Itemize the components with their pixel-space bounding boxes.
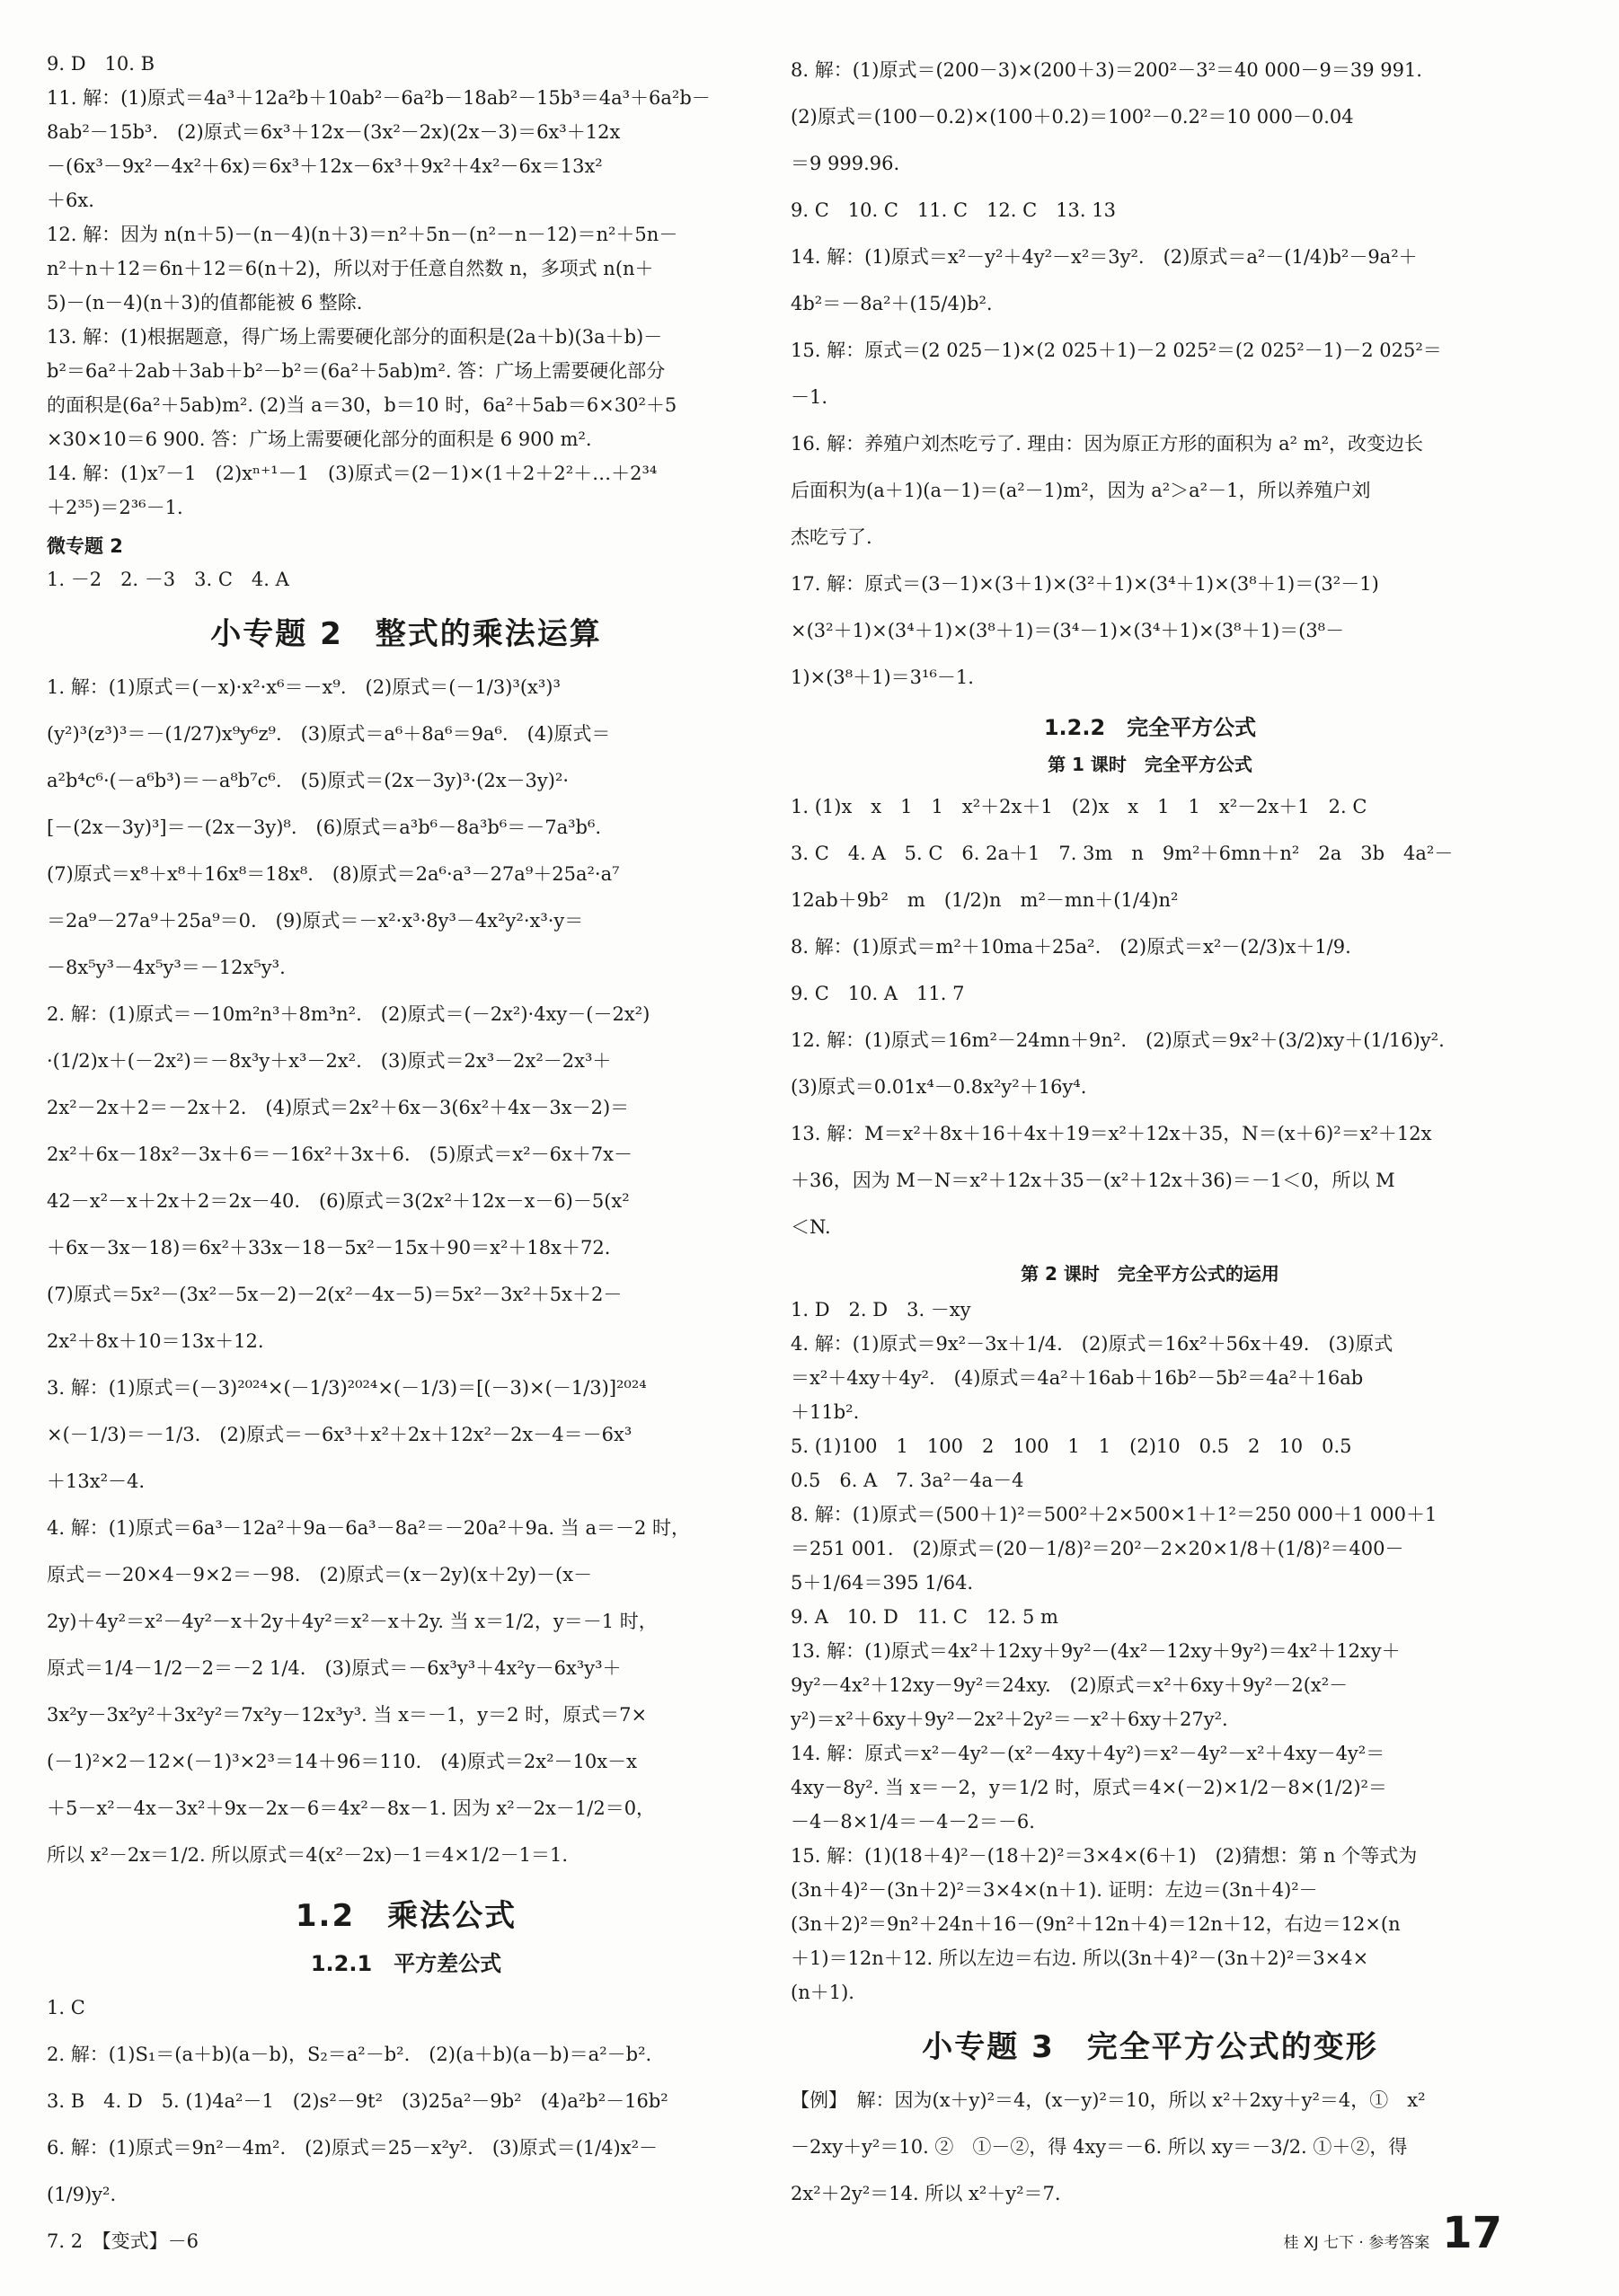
- answer-line: (3n＋2)²＝9n²＋24n＋16－(9n²＋12n＋4)＝12n＋12，右边＝12×(n: [791, 1913, 1401, 1935]
- answer-line: 2x²＋8x＋10＝13x＋12.: [47, 1330, 264, 1352]
- answer-line: 的面积是(6a²＋5ab)m². (2)当 a＝30，b＝10 时，6a²＋5ab＝6×30²＋5: [47, 394, 677, 416]
- answer-line: 11. 解：(1)原式＝4a³＋12a²b＋10ab²－6a²b－18ab²－15b³＝4a³＋6a²b－: [47, 87, 711, 109]
- answer-line: 后面积为(a＋1)(a－1)＝(a²－1)m²，因为 a²＞a²－1，所以养殖户刘: [791, 480, 1371, 501]
- answer-line: 5. (1)100 1 100 2 100 1 1 (2)10 0.5 2 10 0.5: [791, 1435, 1352, 1457]
- answer-line: 8. 解：(1)原式＝(500＋1)²＝500²＋2×500×1＋1²＝250 000＋1 000＋1: [791, 1504, 1438, 1525]
- answer-line: (7)原式＝5x²－(3x²－5x－2)－2(x²－4x－5)＝5x²－3x²＋5x＋2－: [47, 1284, 623, 1305]
- answer-line: (n＋1).: [791, 1982, 854, 2003]
- answer-line: (y²)³(z³)³＝－(1/27)x⁹y⁶z⁹. (3)原式＝a⁶＋8a⁶＝9a⁶. (4)原式＝: [47, 723, 611, 745]
- lesson-2-answers: [791, 1293, 1509, 2009]
- answer-line: 14. 解：(1)原式＝x²－y²＋4y²－x²＝3y². (2)原式＝a²－(1/4)b²－9a²＋: [791, 246, 1418, 268]
- answer-line: [－(2x－3y)³]＝－(2x－3y)⁸. (6)原式＝a³b⁶－8a³b⁶＝－7a³b⁶.: [47, 817, 602, 838]
- left-column: [47, 47, 765, 2265]
- answer-line: 2x²＋6x－18x²－3x＋6＝－16x²＋3x＋6. (5)原式＝x²－6x＋7x－: [47, 1144, 633, 1165]
- answer-line: －(6x³－9x²－4x²＋6x)＝6x³＋12x－6x³＋9x²＋4x²－6x＝13x²: [47, 155, 603, 177]
- answer-line: (－1)²×2－12×(－1)³×2³＝14＋96＝110. (4)原式＝2x²－10x－x: [47, 1751, 637, 1772]
- answer-line: 1. C: [47, 1997, 85, 2018]
- section-1-2-1-answers: [47, 1984, 765, 2265]
- answer-line: －8x⁵y³－4x⁵y³＝－12x⁵y³.: [47, 957, 286, 978]
- answer-line: 12. 解：(1)原式＝16m²－24mn＋9n². (2)原式＝9x²＋(3/2)xy＋(1/16)y².: [791, 1029, 1445, 1051]
- topic-2-title: 小专题 2 整式的乘法运算: [210, 616, 602, 652]
- answer-line: 42－x²－x＋2x＋2＝2x－40. (6)原式＝3(2x²＋12x－x－6)－5(x²: [47, 1190, 630, 1212]
- answer-line: 8. 解：(1)原式＝(200－3)×(200＋3)＝200²－3²＝40 000－9＝39 991.: [791, 59, 1422, 81]
- answer-line: 8. 解：(1)原式＝m²＋10ma＋25a². (2)原式＝x²－(2/3)x＋1/9.: [791, 936, 1351, 958]
- answer-line: ＋1)＝12n＋12. 所以左边＝右边. 所以(3n＋4)²－(3n＋2)²＝3×4×: [791, 1947, 1369, 1969]
- answer-line: 2. 解：(1)原式＝－10m²n³＋8m³n². (2)原式＝(－2x²)·4xy－(－2x²): [47, 1003, 650, 1025]
- answer-line: (2)原式＝(100－0.2)×(100＋0.2)＝100²－0.2²＝10 000－0.04: [791, 106, 1354, 128]
- answer-line: 1)×(3⁸＋1)＝3¹⁶－1.: [791, 667, 974, 688]
- lesson-2-title: 第 2 课时 完全平方公式的运用: [1021, 1263, 1279, 1285]
- answer-line: 9y²－4x²＋12xy－9y²＝24xy. (2)原式＝x²＋6xy＋9y²－2(x²－: [791, 1674, 1349, 1696]
- section-1-2-1-title: 1.2.1 平方差公式: [310, 1951, 502, 1976]
- topic-3-answers: [791, 2077, 1509, 2217]
- answer-line: 9. C 10. A 11. 7: [791, 983, 965, 1004]
- answer-line: 13. 解：(1)原式＝4x²＋12xy＋9y²－(4x²－12xy＋9y²)＝4x²＋12xy＋: [791, 1640, 1401, 1662]
- answer-line: 9. A 10. D 11. C 12. 5 m: [791, 1606, 1058, 1628]
- topic-2-answers: [47, 664, 765, 1878]
- answer-line: －4－8×1/4＝－4－2＝－6.: [791, 1811, 1035, 1832]
- answer-line: b²＝6a²＋2ab＋3ab＋b²－b²＝(6a²＋5ab)m². 答：广场上需要硬化部分: [47, 360, 666, 382]
- answer-line: 所以 x²－2x＝1/2. 所以原式＝4(x²－2x)－1＝4×1/2－1＝1.: [47, 1844, 569, 1866]
- answer-line: 9. C 10. C 11. C 12. C 13. 13: [791, 199, 1116, 221]
- answer-line: 7. 2 【变式】－6: [47, 2230, 199, 2252]
- answer-line: ＋2³⁵)＝2³⁶－1.: [47, 497, 183, 518]
- answer-line: 5＋1/64＝395 1/64.: [791, 1572, 974, 1594]
- footer-label: 桂 XJ 七下 · 参考答案: [1283, 2234, 1430, 2252]
- answer-line: 15. 解：(1)(18＋4)²－(18＋2)²＝3×4×(6＋1) (2)猜想：第 n 个等式为: [791, 1845, 1418, 1867]
- section-1-2-title: 1.2 乘法公式: [295, 1898, 518, 1934]
- answer-line: 4xy－8y². 当 x＝－2，y＝1/2 时，原式＝4×(－2)×1/2－8×(1/2)²＝: [791, 1777, 1387, 1798]
- answer-line: 【例】 解：因为(x＋y)²＝4，(x－y)²＝10，所以 x²＋2xy＋y²＝4，① x²: [791, 2089, 1426, 2111]
- answer-line: 0.5 6. A 7. 3a²－4a－4: [791, 1470, 1024, 1491]
- answer-line: 杰吃亏了.: [791, 526, 872, 548]
- page-number: 17: [1442, 2208, 1502, 2258]
- answer-line: (3n＋4)²－(3n＋2)²＝3×4×(n＋1). 证明：左边＝(3n＋4)²－: [791, 1879, 1318, 1901]
- answer-line: ×(3²＋1)×(3⁴＋1)×(3⁸＋1)＝(3⁴－1)×(3⁴＋1)×(3⁸＋1)＝(3⁸－: [791, 620, 1345, 641]
- answer-line: 3x²y－3x²y²＋3x²y²＝7x²y－12x³y³. 当 x＝－1，y＝2 时，原式＝7×: [47, 1704, 648, 1726]
- answer-line: ·(1/2)x＋(－2x²)＝－8x³y＋x³－2x². (3)原式＝2x³－2x²－2x³＋: [47, 1050, 612, 1072]
- answer-line: 1. 解：(1)原式＝(－x)·x²·x⁶＝－x⁹. (2)原式＝(－1/3)³(x³)³: [47, 676, 561, 698]
- answer-line: ＝9 999.96.: [791, 153, 900, 174]
- answer-line: 12. 解：因为 n(n＋5)－(n－4)(n＋3)＝n²＋5n－(n²－n－12)＝n²＋5n－: [47, 224, 678, 245]
- answer-line: a²b⁴c⁶·(－a⁶b³)＝－a⁸b⁷c⁶. (5)原式＝(2x－3y)³·(2x－3y)²·: [47, 770, 570, 791]
- answer-line: ＋36，因为 M－N＝x²＋12x＋35－(x²＋12x＋36)＝－1＜0，所以 M: [791, 1170, 1395, 1191]
- lesson-1-answers: [791, 783, 1509, 1250]
- answers-block-1: [47, 47, 765, 525]
- answer-line: (7)原式＝x⁸＋x⁸＋16x⁸＝18x⁸. (8)原式＝2a⁶·a³－27a⁹＋25a²·a⁷: [47, 863, 620, 885]
- answer-line: 9. D 10. B: [47, 53, 155, 75]
- answer-line: 14. 解：原式＝x²－4y²－(x²－4xy＋4y²)＝x²－4y²－x²＋4xy－4y²＝: [791, 1743, 1385, 1764]
- answer-line: 2y)＋4y²＝x²－4y²－x＋2y＋4y²＝x²－x＋2y. 当 x＝1/2，y＝－1 时，: [47, 1611, 658, 1632]
- answer-line: (1/9)y².: [47, 2184, 117, 2205]
- answer-line: 1. D 2. D 3. －xy: [791, 1299, 971, 1320]
- answer-line: 2x²－2x＋2＝－2x＋2. (4)原式＝2x²＋6x－3(6x²＋4x－3x－2)＝: [47, 1097, 630, 1118]
- answer-line: 13. 解：(1)根据题意，得广场上需要硬化部分的面积是(2a＋b)(3a＋b)－: [47, 326, 663, 348]
- answer-line: －2xy＋y²＝10. ② ①－②，得 4xy＝－6. 所以 xy＝－3/2. ①＋②，得: [791, 2136, 1408, 2158]
- answer-line: ＋6x.: [47, 190, 94, 211]
- topic-3-title: 小专题 3 完全平方公式的变形: [922, 2029, 1378, 2065]
- answer-line: 3. B 4. D 5. (1)4a²－1 (2)s²－9t² (3)25a²－9b² (4)a²b²－16b²: [47, 2090, 668, 2112]
- answer-line: 4. 解：(1)原式＝9x²－3x＋1/4. (2)原式＝16x²＋56x＋49. (3)原式: [791, 1333, 1393, 1355]
- answer-line: 3. 解：(1)原式＝(－3)²⁰²⁴×(－1/3)²⁰²⁴×(－1/3)＝[(－3)×(－1/3)]²⁰²⁴: [47, 1377, 647, 1399]
- answer-line: ×30×10＝6 900. 答：广场上需要硬化部分的面积是 6 900 m².: [47, 428, 592, 450]
- answer-line: 6. 解：(1)原式＝9n²－4m². (2)原式＝25－x²y². (3)原式＝(1/4)x²－: [47, 2137, 659, 2159]
- answers-block-right-1: [791, 47, 1509, 701]
- answer-line: 17. 解：原式＝(3－1)×(3＋1)×(3²＋1)×(3⁴＋1)×(3⁸＋1)＝(3²－1): [791, 573, 1379, 595]
- answer-line: 4b²＝－8a²＋(15/4)b².: [791, 293, 993, 314]
- answer-line: 13. 解：M＝x²＋8x＋16＋4x＋19＝x²＋12x＋35，N＝(x＋6)²＝x²＋12x: [791, 1123, 1432, 1144]
- answer-line: 2. 解：(1)S₁＝(a＋b)(a－b)，S₂＝a²－b². (2)(a＋b)(a－b)＝a²－b².: [47, 2044, 652, 2065]
- answer-line: ＝x²＋4xy＋4y². (4)原式＝4a²＋16ab＋16b²－5b²＝4a²＋16ab: [791, 1367, 1364, 1389]
- right-column: [791, 47, 1509, 2217]
- page-footer: [1284, 2208, 1502, 2258]
- answer-line: ＋5－x²－4x－3x²＋9x－2x－6＝4x²－8x－1. 因为 x²－2x－1/2＝0，: [47, 1797, 656, 1819]
- lesson-1-title: 第 1 课时 完全平方公式: [1048, 754, 1252, 775]
- answer-line: ×(－1/3)＝－1/3. (2)原式＝－6x³＋x²＋2x＋12x²－2x－4＝－6x³: [47, 1424, 633, 1445]
- answer-line: 2x²＋2y²＝14. 所以 x²＋y²＝7.: [791, 2183, 1061, 2204]
- answer-line: 5)－(n－4)(n＋3)的值都能被 6 整除.: [47, 292, 363, 313]
- answer-line: ＋13x²－4.: [47, 1470, 146, 1492]
- micro-topic-2-answers: 1. －2 2. －3 3. C 4. A: [47, 569, 289, 590]
- answer-line: ＋11b².: [791, 1401, 860, 1423]
- answer-line: (3)原式＝0.01x⁴－0.8x²y²＋16y⁴.: [791, 1076, 1087, 1098]
- answer-line: ＋6x－3x－18)＝6x²＋33x－18－5x²－15x＋90＝x²＋18x＋72.: [47, 1237, 611, 1258]
- answer-line: ＝251 001. (2)原式＝(20－1/8)²＝20²－2×20×1/8＋(1/8)²＝400－: [791, 1538, 1404, 1559]
- answer-line: 14. 解：(1)x⁷－1 (2)xⁿ⁺¹－1 (3)原式＝(2－1)×(1＋2＋2²＋…＋2³⁴: [47, 463, 658, 484]
- answer-line: 16. 解：养殖户刘杰吃亏了. 理由：因为原正方形的面积为 a² m²，改变边长: [791, 433, 1424, 455]
- answer-line: 原式＝1/4－1/2－2＝－2 1/4. (3)原式＝－6x³y³＋4x²y－6x³y³＋: [47, 1657, 622, 1679]
- answer-line: 3. C 4. A 5. C 6. 2a＋1 7. 3m n 9m²＋6mn＋n² 2a 3b 4a²－: [791, 843, 1454, 864]
- answer-line: 原式＝－20×4－9×2＝－98. (2)原式＝(x－2y)(x＋2y)－(x－: [47, 1564, 593, 1585]
- micro-topic-2-heading: 微专题 2: [47, 535, 123, 557]
- answer-line: y²)＝x²＋6xy＋9y²－2x²＋2y²＝－x²＋6xy＋27y².: [791, 1709, 1228, 1730]
- answer-line: 8ab²－15b³. (2)原式＝6x³＋12x－(3x²－2x)(2x－3)＝6x³＋12x: [47, 121, 621, 143]
- answer-line: 12ab＋9b² m (1/2)n m²－mn＋(1/4)n²: [791, 889, 1179, 911]
- answer-line: 4. 解：(1)原式＝6a³－12a²＋9a－6a³－8a²＝－20a²＋9a. 当 a＝－2 时，: [47, 1517, 691, 1539]
- answer-line: ＜N.: [791, 1216, 831, 1238]
- answer-line: 1. (1)x x 1 1 x²＋2x＋1 (2)x x 1 1 x²－2x＋1 2. C: [791, 796, 1367, 817]
- answer-line: －1.: [791, 386, 828, 408]
- answer-line: n²＋n＋12＝6n＋12＝6(n＋2)，所以对于任意自然数 n，多项式 n(n＋: [47, 258, 654, 279]
- answer-line: ＝2a⁹－27a⁹＋25a⁹＝0. (9)原式＝－x²·x³·8y³－4x²y²·x³·y＝: [47, 910, 584, 932]
- answer-line: 15. 解：原式＝(2 025－1)×(2 025＋1)－2 025²＝(2 025²－1)－2 025²＝: [791, 340, 1442, 361]
- section-1-2-2-title: 1.2.2 完全平方公式: [1043, 715, 1257, 740]
